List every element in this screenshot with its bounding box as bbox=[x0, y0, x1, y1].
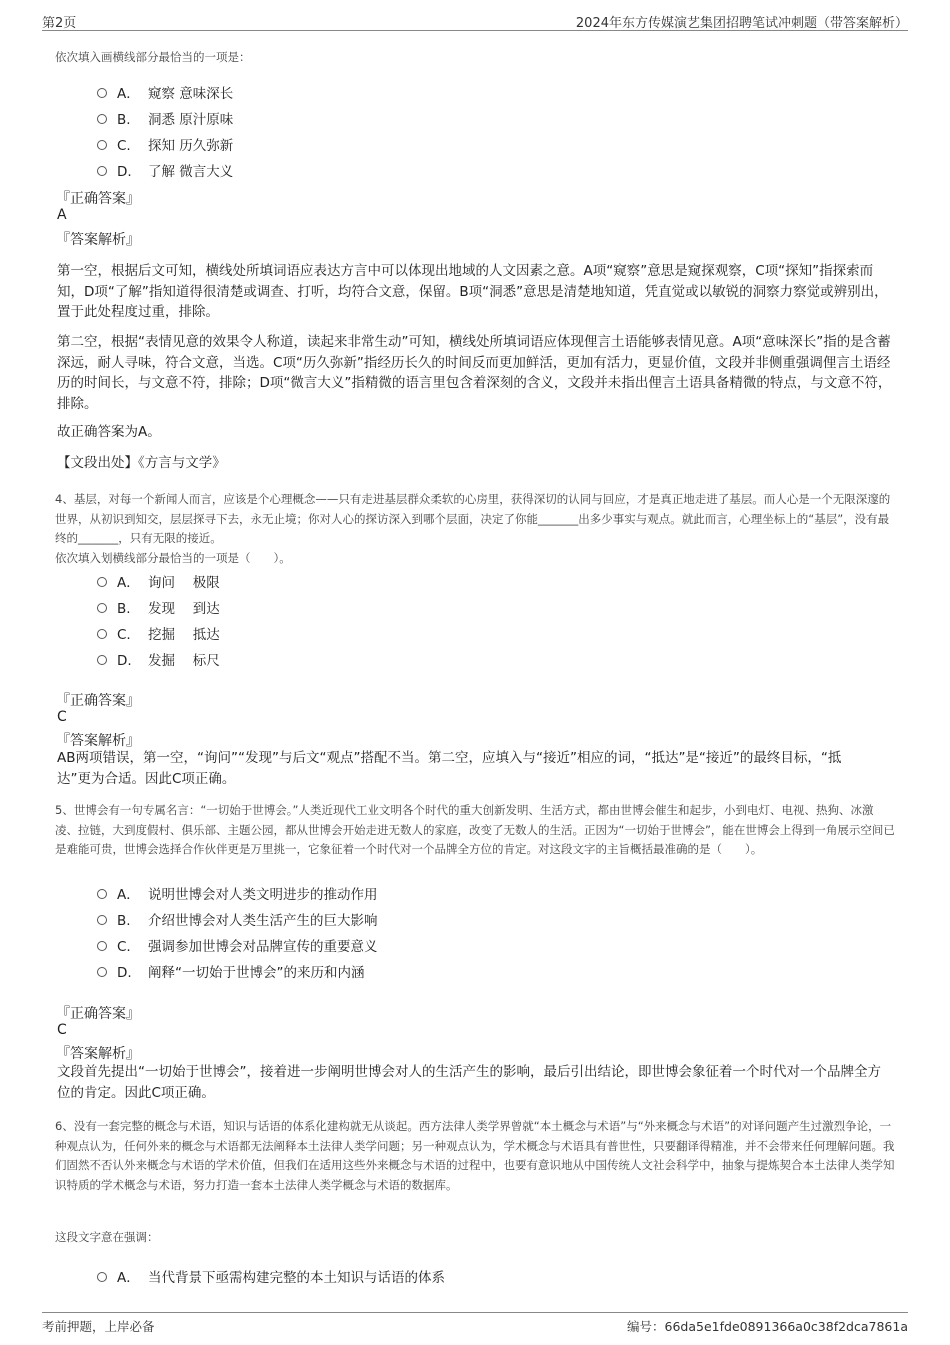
radio-icon[interactable] bbox=[97, 140, 107, 150]
radio-icon[interactable] bbox=[97, 114, 107, 124]
radio-icon[interactable] bbox=[97, 889, 107, 899]
q5-analysis-label: 『答案解析』 bbox=[56, 1046, 140, 1062]
q4-answer-label: 『正确答案』 bbox=[56, 693, 140, 709]
radio-icon[interactable] bbox=[97, 1272, 107, 1282]
radio-icon[interactable] bbox=[97, 603, 107, 613]
q4-analysis-label: 『答案解析』 bbox=[56, 733, 140, 749]
q4-prompt: 依次填入划横线部分最恰当的一项是（ ）。 bbox=[55, 551, 291, 565]
q3-answer: A bbox=[57, 207, 67, 223]
q4-answer: C bbox=[57, 709, 67, 725]
radio-icon[interactable] bbox=[97, 88, 107, 98]
q5-answer: C bbox=[57, 1022, 67, 1038]
q3-option-b[interactable]: B. 洞悉 原汁原味 bbox=[97, 108, 233, 130]
q3-option-a[interactable]: A． 窥察 意味深长 bbox=[97, 82, 233, 104]
radio-icon[interactable] bbox=[97, 941, 107, 951]
radio-icon[interactable] bbox=[97, 915, 107, 925]
radio-icon[interactable] bbox=[97, 577, 107, 587]
q3-answer-label: 『正确答案』 bbox=[56, 191, 140, 207]
q3-analysis-p2: 第二空，根据“表情见意的效果令人称道，读起来非常生动”可知，横线处所填词语应体现俚言土语能够表情见意。A项“意味深长”指的是含蓄深远，耐人寻味，符合文意，当选。C项“历久弥新”指经历长久的时间反而更加鲜活，更加有活力，更显价值，文段并非侧重强调俚言土语经历的时间长，与文意不符，排除；D项“微言大义”指精微的语言里包含着深刻的含义，文段并未指出俚言土语具备精微的特点，与文意不符，排除。 bbox=[57, 334, 892, 412]
q4-analysis: AB两项错误，第一空，“询问”“发现”与后文“观点”搭配不当。第二空，应填入与“接近”相应的词，“抵达”是“接近”的最终目标，“抵达”更为合适。因此C项正确。 bbox=[57, 750, 842, 787]
q6-prompt: 这段文字意在强调： bbox=[55, 1230, 159, 1244]
document-id: 编号：66da5e1fde0891366a0c38f2dca7861a bbox=[627, 1319, 908, 1334]
q5-analysis: 文段首先提出“一切始于世博会”，接着进一步阐明世博会对人的生活产生的影响，最后引出结论，即世博会象征着一个时代对一个品牌全方位的肯定。因此C项正确。 bbox=[57, 1064, 881, 1101]
footer-slogan: 考前押题，上岸必备 bbox=[42, 1319, 155, 1334]
q4-option-d[interactable]: D. 发掘 标尺 bbox=[97, 649, 220, 671]
q3-analysis-label: 『答案解析』 bbox=[56, 232, 140, 248]
radio-icon[interactable] bbox=[97, 655, 107, 665]
q5-option-a[interactable]: A． 说明世博会对人类文明进步的推动作用 bbox=[97, 883, 378, 905]
q6-stem: 6、没有一套完整的概念与术语，知识与话语的体系化建构就无从谈起。西方法律人类学界曾就“本土概念与术语”与“外来概念与术语”的对译问题产生过激烈争论，一种观点认为，任何外来的概念与术语都无法阐释本土法律人类学问题；另一种观点认为，学术概念与术语具有普世性，只要翻译得精准，并不会带来任何理解问题。我们固然不否认外来概念与术语的学术价值，但我们在适用这些外来概念与术语的过程中，也要有意识地从中国传统人文社会科学中，抽象与提炼契合本土法律人类学知识特质的学术概念与术语，努力打造一套本土法律人类学概念与术语的数据库。 bbox=[55, 1119, 895, 1192]
q5-option-c[interactable]: C. 强调参加世博会对品牌宣传的重要意义 bbox=[97, 935, 378, 957]
q3-option-d[interactable]: D. 了解 微言大义 bbox=[97, 160, 233, 182]
q3-stem-tail: 依次填入画横线部分最恰当的一项是： bbox=[55, 50, 251, 64]
page-header bbox=[42, 10, 908, 31]
q4-stem: 4、基层，对每一个新闻人而言，应该是个心理概念——只有走进基层群众柔软的心房里，获得深切的认同与回应，才是真正地走进了基层。而人心是一个无限深邃的世界，从初识到知交，层层探寻下去，永无止境；你对人心的探访深入到哪个层面，决定了你能_______出多少事实与观点。就此而言，心理坐标上的“基层”，没有最终的_______，只有无限的接近。 bbox=[55, 492, 891, 545]
page-number: 第2页 bbox=[42, 16, 77, 31]
q4-option-a[interactable]: A． 询问 极限 bbox=[97, 571, 220, 593]
document-title: 2024年东方传媒演艺集团招聘笔试冲刺题（带答案解析） bbox=[575, 16, 908, 31]
q5-option-d[interactable]: D. 阐释“一切始于世博会”的来历和内涵 bbox=[97, 961, 365, 983]
radio-icon[interactable] bbox=[97, 166, 107, 176]
q4-option-c[interactable]: C. 挖掘 抵达 bbox=[97, 623, 220, 645]
q3-option-c[interactable]: C. 探知 历久弥新 bbox=[97, 134, 233, 156]
q4-option-b[interactable]: B. 发现 到达 bbox=[97, 597, 220, 619]
q3-source: 【文段出处】《方言与文学》 bbox=[57, 455, 226, 471]
q5-option-b[interactable]: B. 介绍世博会对人类生活产生的巨大影响 bbox=[97, 909, 378, 931]
radio-icon[interactable] bbox=[97, 967, 107, 977]
q3-analysis-p3: 故正确答案为A。 bbox=[57, 424, 161, 440]
q6-option-a[interactable]: A． 当代背景下亟需构建完整的本土知识与话语的体系 bbox=[97, 1266, 445, 1288]
radio-icon[interactable] bbox=[97, 629, 107, 639]
q3-analysis-p1: 第一空，根据后文可知，横线处所填词语应表达方言中可以体现出地域的人文因素之意。A项“窥察”意思是窥探观察，C项“探知”指探索而知，D项“了解”指知道得很清楚或调查、打听，均符合文意，保留。B项“洞悉”意思是清楚地知道，凭直觉或以敏锐的洞察力察觉或辨别出，置于此处程度过重，排除。 bbox=[57, 263, 888, 320]
q5-answer-label: 『正确答案』 bbox=[56, 1006, 140, 1022]
page-footer bbox=[42, 1312, 908, 1337]
q5-stem: 5、世博会有一句专属名言：“一切始于世博会。”人类近现代工业文明各个时代的重大创新发明、生活方式，都由世博会催生和起步，小到电灯、电视、热狗、冰激凌、拉链，大到度假村、俱乐部、主题公园，都从世博会开始走进无数人的家庭，改变了无数人的生活。正因为“一切始于世博会”，能在世博会上得到一角展示空间已是难能可贵，世博会选择合作伙伴更是万里挑一，它象征着一个时代对一个品牌全方位的肯定。对这段文字的主旨概括最准确的是（ ）。 bbox=[55, 803, 895, 856]
